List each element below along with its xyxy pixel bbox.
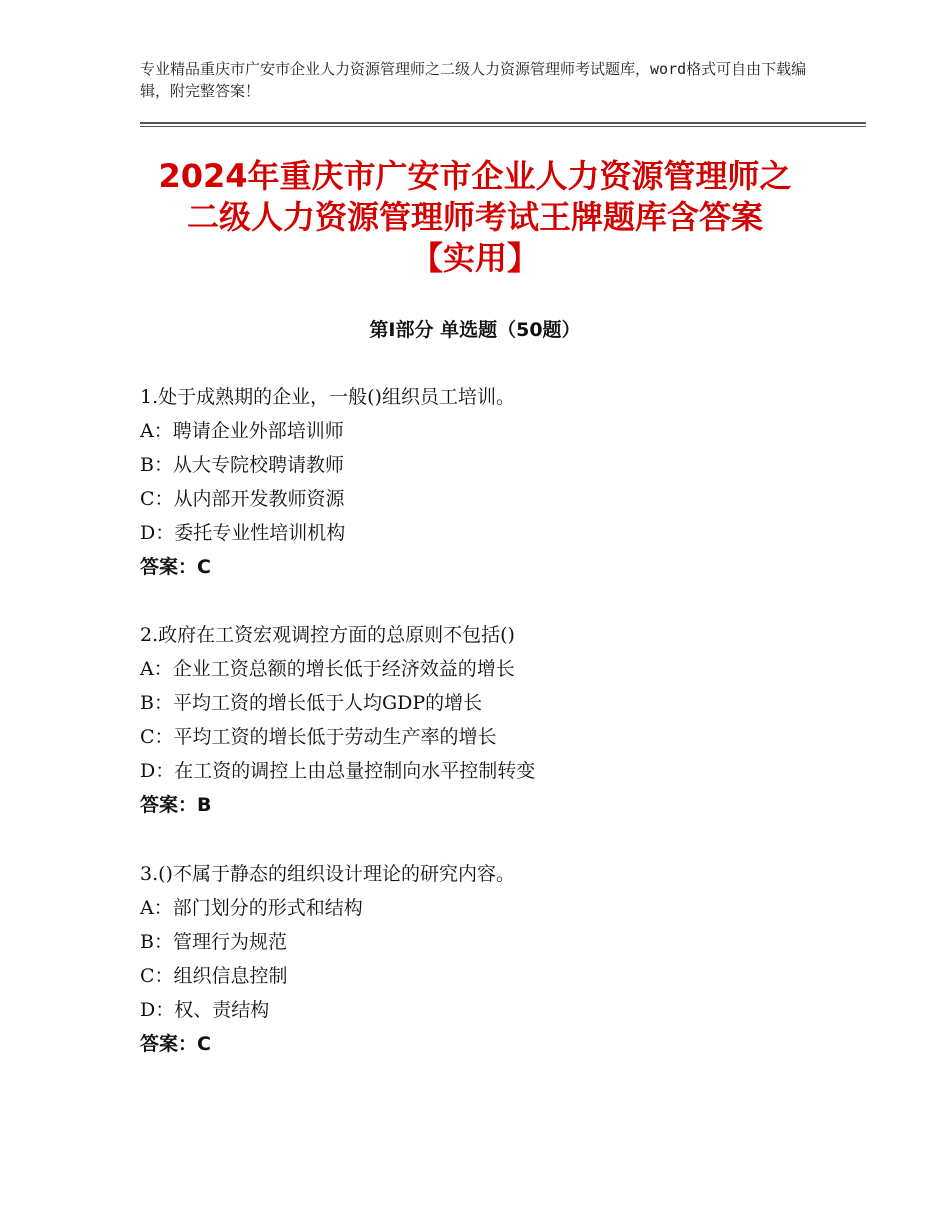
option-a: A：企业工资总额的增长低于经济效益的增长 xyxy=(140,658,515,680)
option-d: D：在工资的调控上由总量控制向水平控制转变 xyxy=(140,760,536,782)
answer: 答案：C xyxy=(140,1033,211,1055)
header-rule xyxy=(140,122,866,124)
header-note: 专业精品重庆市广安市企业人力资源管理师之二级人力资源管理师考试题库，word格式可自由下载编辑，附完整答案！ xyxy=(140,60,807,100)
document-title xyxy=(100,156,850,279)
question-stem: 2.政府在工资宏观调控方面的总原则不包括() xyxy=(140,624,515,646)
option-b: B：管理行为规范 xyxy=(140,931,287,953)
option-a: A：聘请企业外部培训师 xyxy=(140,420,344,442)
option-c: C：从内部开发教师资源 xyxy=(140,488,345,510)
section-heading: 第Ⅰ部分 单选题（50题） xyxy=(369,319,581,341)
option-a: A：部门划分的形式和结构 xyxy=(140,897,363,919)
question-3 xyxy=(140,857,840,1061)
title-line-1: 2024年重庆市广安市企业人力资源管理师之 xyxy=(158,157,792,195)
title-line-3: 【实用】 xyxy=(410,239,539,277)
question-stem: 3.()不属于静态的组织设计理论的研究内容。 xyxy=(140,863,515,885)
question-1 xyxy=(140,380,840,584)
title-line-2: 二级人力资源管理师考试王牌题库含答案 xyxy=(186,198,763,236)
header-rule-thin xyxy=(140,126,866,127)
answer: 答案：B xyxy=(140,794,212,816)
option-c: C：平均工资的增长低于劳动生产率的增长 xyxy=(140,726,497,748)
option-d: D：委托专业性培训机构 xyxy=(140,522,346,544)
answer: 答案：C xyxy=(140,556,211,578)
option-b: B：平均工资的增长低于人均GDP的增长 xyxy=(140,692,483,714)
question-2 xyxy=(140,618,840,822)
option-b: B：从大专院校聘请教师 xyxy=(140,454,344,476)
option-c: C：组织信息控制 xyxy=(140,965,288,987)
option-d: D：权、责结构 xyxy=(140,999,270,1021)
question-stem: 1.处于成熟期的企业，一般()组织员工培训。 xyxy=(140,386,515,408)
